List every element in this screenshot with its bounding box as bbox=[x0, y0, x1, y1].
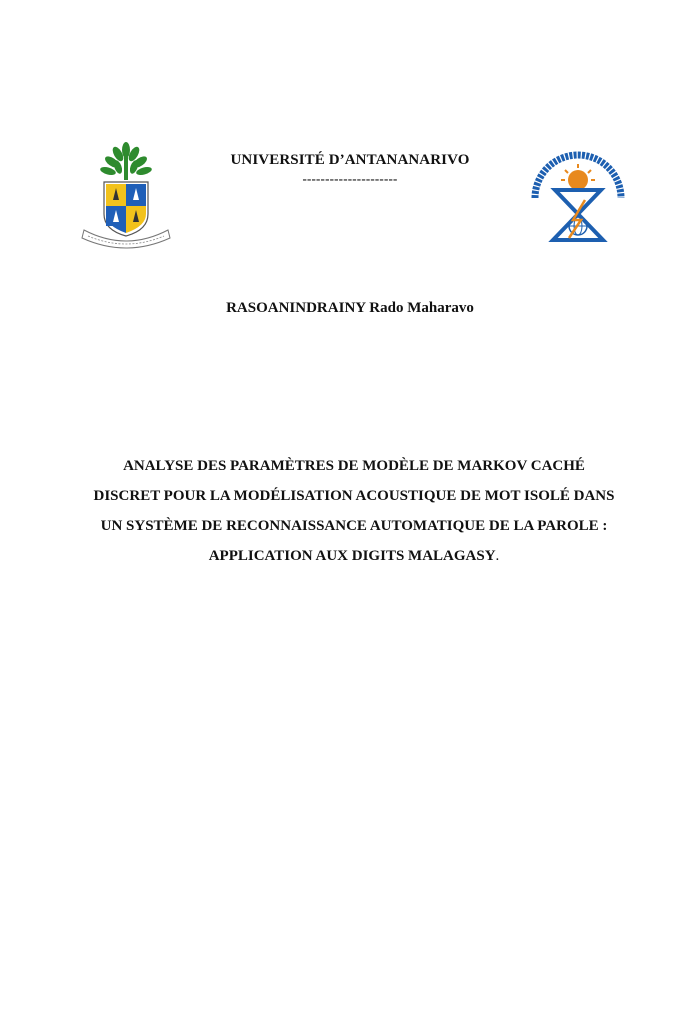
thesis-title-main: ANALYSE DES PARAMÈTRES DE MODÈLE DE MARKOV CACHÉ DISCRET POUR LA MODÉLISATION ACOUSTIQUE DE MOT ISOLÉ DANS UN SYSTÈME DE RECONNAISSANCE AUTOMATIQUE DE LA PAROLE : APPLICATION AUX DIGITS MALAGASY bbox=[93, 458, 615, 564]
university-name: UNIVERSITÉ D’ANTANANARIVO bbox=[230, 152, 470, 168]
separator: --------------------- bbox=[302, 171, 398, 186]
thesis-title-period: . bbox=[495, 548, 500, 564]
author-name: RASOANINDRAINY Rado Maharavo bbox=[226, 300, 474, 316]
thesis-title bbox=[90, 451, 618, 571]
